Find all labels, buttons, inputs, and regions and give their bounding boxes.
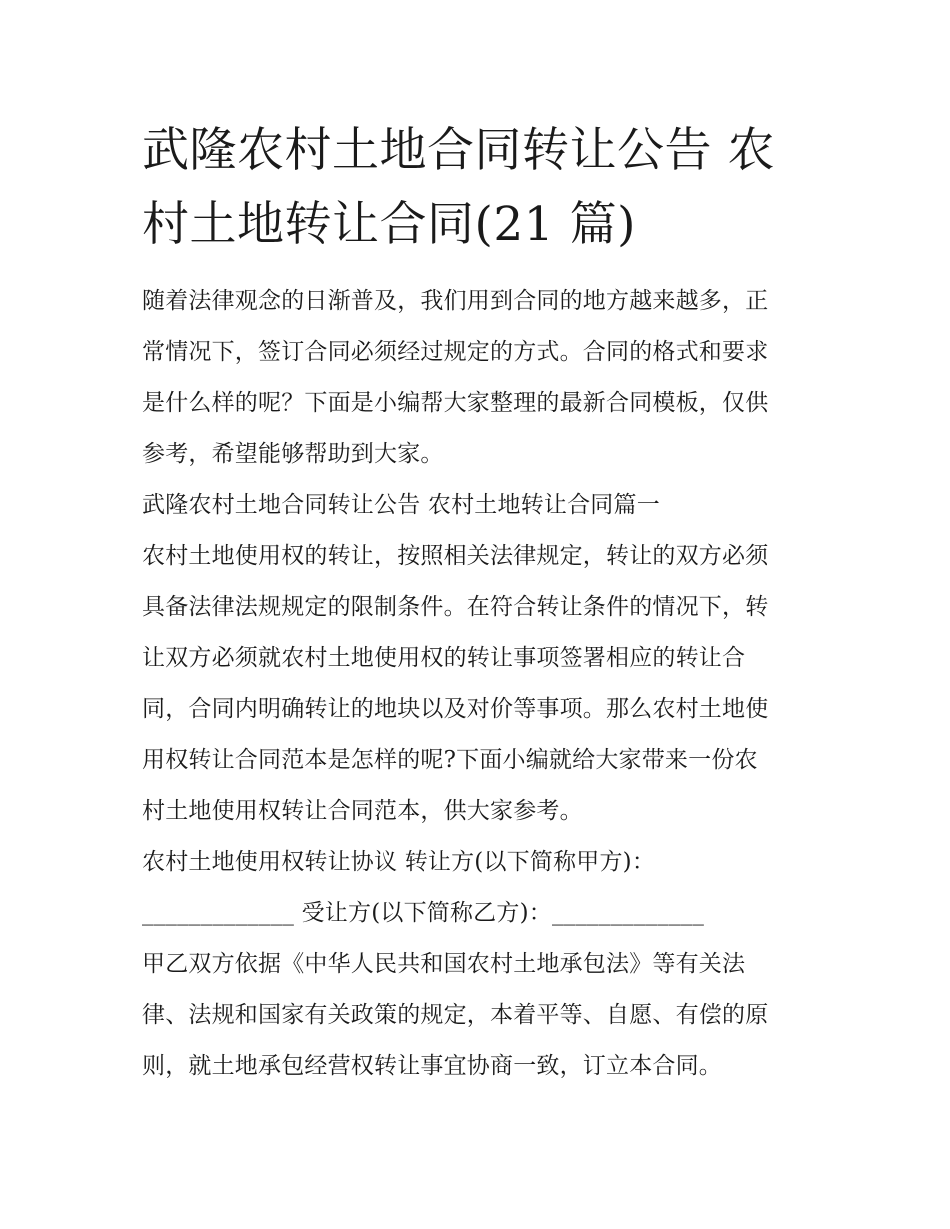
- intro-line-3: 是什么样的呢？下面是小编帮大家整理的最新合同模板，仅供: [142, 390, 769, 416]
- paragraph-line-2: 具备法律法规规定的限制条件。在符合转让条件的情况下，转: [142, 594, 769, 620]
- paragraph-line-5: 用权转让合同范本是怎样的呢?下面小编就给大家带来一份农: [142, 747, 758, 773]
- intro-line-4: 参考，希望能够帮助到大家。: [142, 441, 444, 467]
- party-blank-line: _____________ 受让方(以下简称乙方)：_____________: [142, 900, 705, 926]
- agreement-heading: 农村土地使用权转让协议 转让方(以下简称甲方)：: [142, 849, 656, 875]
- title-line-2: 村土地转让合同(21 篇): [142, 197, 636, 252]
- section-heading: 武隆农村土地合同转让公告 农村土地转让合同篇一: [142, 492, 660, 518]
- paragraph-line-6: 村土地使用权转让合同范本，供大家参考。: [142, 798, 583, 824]
- clause-line-3: 则，就土地承包经营权转让事宜协商一致，订立本合同。: [142, 1053, 722, 1079]
- title-line-1: 武隆农村土地合同转让公告 农: [142, 123, 775, 178]
- clause-line-2: 律、法规和国家有关政策的规定，本着平等、自愿、有偿的原: [142, 1002, 769, 1028]
- document-title: [142, 114, 822, 262]
- paragraph-line-3: 让双方必须就农村土地使用权的转让事项签署相应的转让合: [142, 645, 746, 671]
- intro-line-2: 常情况下，签订合同必须经过规定的方式。合同的格式和要求: [142, 339, 769, 365]
- paragraph-line-1: 农村土地使用权的转让，按照相关法律规定，转让的双方必须: [142, 543, 769, 569]
- clause-line-1: 甲乙双方依据《中华人民共和国农村土地承包法》等有关法: [142, 951, 746, 977]
- paragraph-line-4: 同，合同内明确转让的地块以及对价等事项。那么农村土地使: [142, 696, 769, 722]
- intro-line-1: 随着法律观念的日渐普及，我们用到合同的地方越来越多，正: [142, 288, 769, 314]
